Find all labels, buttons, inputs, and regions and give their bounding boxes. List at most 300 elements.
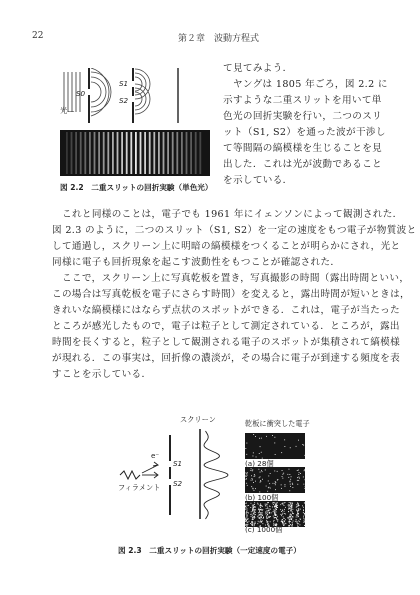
electron-dot — [263, 518, 264, 519]
electron-dot — [289, 517, 290, 518]
electron-dot — [254, 513, 255, 514]
electron-dot — [269, 506, 270, 507]
electron-dot — [246, 454, 247, 455]
electron-dot — [287, 517, 288, 518]
electron-dot — [304, 488, 305, 489]
electron-dot — [291, 476, 292, 477]
interference-fringe — [140, 132, 142, 174]
electron-dot — [298, 526, 299, 527]
electron-dot — [292, 516, 293, 517]
electron-dot — [246, 514, 247, 515]
electron-dot — [245, 520, 246, 521]
interference-fringe — [94, 132, 96, 174]
electron-dot — [282, 476, 283, 477]
electron-dot — [251, 511, 252, 512]
electron-dot — [273, 511, 274, 512]
electron-dot — [298, 514, 299, 515]
electron-dot — [291, 519, 292, 520]
electron-dot — [289, 525, 290, 526]
electron-dot — [246, 472, 247, 473]
electron-dot — [262, 471, 263, 472]
electron-dot — [292, 512, 293, 513]
electron-dot — [299, 478, 300, 479]
electron-dot — [284, 439, 285, 440]
paragraph-line: すことを示している． — [52, 369, 152, 380]
electron-dot — [283, 524, 284, 525]
electron-dot — [269, 483, 270, 484]
electron-dot — [273, 521, 274, 522]
electron-dot — [252, 519, 253, 520]
interference-fringe — [71, 132, 73, 174]
electron-dot — [281, 515, 282, 516]
electron-dot — [297, 516, 298, 517]
electron-dot — [288, 506, 289, 507]
electron-dot — [273, 483, 274, 484]
electron-dot — [261, 517, 262, 518]
electron-dot — [305, 486, 306, 487]
electron-dot — [280, 504, 281, 505]
electron-dot — [260, 509, 261, 510]
electron-dot — [261, 505, 262, 506]
electron-dot — [277, 521, 278, 522]
electron-dot — [275, 483, 276, 484]
s0-label: S0 — [76, 89, 86, 98]
electron-dot — [285, 502, 286, 503]
electron-dot — [289, 502, 290, 503]
electron-dot — [272, 435, 273, 436]
electron-dot — [304, 469, 305, 470]
electron-dot — [298, 520, 299, 521]
electron-dot — [297, 480, 298, 481]
electron-dot — [282, 510, 283, 511]
electron-dot — [265, 505, 266, 506]
side-text — [223, 62, 388, 187]
electron-dot — [259, 518, 260, 519]
electron-dot — [253, 507, 254, 508]
electron-dot — [291, 507, 292, 508]
electron-dot — [284, 446, 285, 447]
interference-fringe — [117, 132, 119, 174]
electron-dot — [289, 469, 290, 470]
electron-dot — [290, 481, 291, 482]
electron-dot — [254, 511, 255, 512]
electron-dot — [252, 510, 253, 511]
electron-dot — [292, 522, 293, 523]
electron-dot — [252, 514, 253, 515]
electron-dot — [251, 521, 252, 522]
electron-dot — [260, 446, 261, 447]
electron-dot — [247, 485, 248, 486]
electron-dot — [245, 506, 246, 507]
electron-dot — [297, 523, 298, 524]
interference-fringe — [144, 132, 146, 174]
electron-dot — [276, 517, 277, 518]
electron-dot — [277, 471, 278, 472]
electron-dot — [266, 515, 267, 516]
electron-dot — [290, 447, 291, 448]
electron-dot — [259, 510, 260, 511]
figure-2-3-caption: 図 2.3 二重スリットの回折実験（一定速度の電子） — [118, 546, 301, 555]
electron-dot — [253, 513, 254, 514]
electron-dot — [290, 517, 291, 518]
electron-dot — [261, 438, 262, 439]
electron-dot — [287, 474, 288, 475]
electron-dot — [258, 504, 259, 505]
electron-dot — [296, 446, 297, 447]
electron-dot — [246, 519, 247, 520]
electron-dot — [266, 511, 267, 512]
electron-dot — [255, 514, 256, 515]
paragraph-line: ところが感光したもので，電子は粒子として測定されている．ところが，露出 — [52, 321, 400, 332]
electron-dot — [275, 484, 276, 485]
plate-label: 乾板に衝突した電子 — [245, 419, 310, 428]
electron-dot — [274, 509, 275, 510]
electron-dot — [297, 510, 298, 511]
electron-dot — [268, 476, 269, 477]
electron-dot — [290, 504, 291, 505]
paragraph-2 — [52, 272, 410, 381]
electron-dot — [289, 519, 290, 520]
electron-dot — [267, 514, 268, 515]
electron-dot — [305, 479, 306, 480]
interference-fringe — [199, 132, 201, 174]
electron-dot — [270, 488, 271, 489]
electron-dot — [253, 452, 254, 453]
page-number: 22 — [32, 31, 44, 41]
electron-dot — [276, 512, 277, 513]
electron-dot — [296, 507, 297, 508]
electron-dot — [304, 525, 305, 526]
electron-dot — [245, 476, 246, 477]
electron-dot — [282, 521, 283, 522]
electron-dot — [304, 522, 305, 523]
interference-fringe — [80, 132, 82, 174]
figure-2-2 — [60, 68, 210, 178]
electron-dot — [247, 475, 248, 476]
electron-dot — [267, 521, 268, 522]
interference-fringe — [126, 132, 128, 174]
electron-dot — [260, 476, 261, 477]
s1-label: S1 — [173, 459, 183, 468]
electron-dot — [259, 453, 260, 454]
side-line: を示している． — [223, 175, 293, 186]
electron-dot — [255, 509, 256, 510]
electron-dot — [285, 507, 286, 508]
electron-dot — [296, 519, 297, 520]
electron-dot — [281, 484, 282, 485]
electron-dot — [282, 510, 283, 511]
electron-dot — [303, 507, 304, 508]
electron-dot — [289, 521, 290, 522]
electron-dot — [277, 507, 278, 508]
electron-dot — [266, 508, 267, 509]
figure-2-3 — [118, 415, 358, 533]
electron-dot — [253, 482, 254, 483]
electron-dot — [261, 514, 262, 515]
electron-dot — [303, 518, 304, 519]
chapter-header: 第２章 波動方程式 — [178, 34, 260, 44]
electron-dot — [247, 505, 248, 506]
electron-dot — [299, 521, 300, 522]
electron-dot — [293, 521, 294, 522]
electron-dot — [297, 512, 298, 513]
electron-dot — [245, 509, 246, 510]
electron-dot — [262, 523, 263, 524]
electron-dot — [292, 503, 293, 504]
side-line: 示すような二重スリットを用いて単 — [223, 95, 382, 106]
electron-dot — [298, 523, 299, 524]
electron-dot — [298, 470, 299, 471]
electron-dot — [305, 513, 306, 514]
electron-dot — [261, 509, 262, 510]
electron-dot — [246, 443, 247, 444]
electron-dot — [290, 484, 291, 485]
electron-dot — [255, 506, 256, 507]
interference-fringe — [112, 132, 114, 174]
electron-dot — [252, 470, 253, 471]
electron-dot — [252, 523, 253, 524]
electron-dot — [282, 513, 283, 514]
interference-fringe — [149, 132, 151, 174]
interference-fringe — [66, 132, 68, 174]
electron-dot — [296, 515, 297, 516]
electron-dot — [274, 471, 275, 472]
electron-dot — [275, 517, 276, 518]
electron-dot — [274, 511, 275, 512]
electron-dot — [276, 507, 277, 508]
electron-dot — [252, 511, 253, 512]
electron-dot — [267, 522, 268, 523]
electron-dot — [296, 517, 297, 518]
electron-dot — [262, 509, 263, 510]
electron-dot — [260, 516, 261, 517]
electron-dot — [246, 473, 247, 474]
electron-dot — [298, 503, 299, 504]
electron-dot — [252, 515, 253, 516]
electron-dot — [255, 436, 256, 437]
electron-dot — [282, 470, 283, 471]
electron-dot — [254, 514, 255, 515]
electron-dot — [249, 521, 250, 522]
interference-fringe — [107, 132, 109, 174]
electron-dot — [275, 505, 276, 506]
electron-dot — [280, 514, 281, 515]
electron-dot — [288, 525, 289, 526]
electron-dot — [281, 452, 282, 453]
electron-dot — [298, 474, 299, 475]
electron-dot — [275, 482, 276, 483]
electron-dot — [252, 506, 253, 507]
electron-dot — [291, 518, 292, 519]
plate-c-label: (c) 1000個 — [245, 525, 283, 534]
electron-dot — [290, 516, 291, 517]
side-line: 出した．これは光が波動であること — [223, 159, 383, 170]
electron-dot — [300, 473, 301, 474]
electron-dot — [254, 510, 255, 511]
electron-dot — [259, 438, 260, 439]
electron-dot — [277, 480, 278, 481]
electron-dot — [254, 490, 255, 491]
electron-dot — [302, 505, 303, 506]
electron-dot — [271, 512, 272, 513]
electron-dot — [291, 503, 292, 504]
paragraph-line: が現れる．この事実は，回折像の濃淡が，その場合に電子が到達する頻度を表 — [52, 353, 401, 364]
electron-dot — [247, 515, 248, 516]
electron-double-slit-diagram — [118, 415, 358, 533]
electron-dot — [298, 509, 299, 510]
electron-dot — [288, 505, 289, 506]
electron-dot — [262, 510, 263, 511]
electron-dot — [277, 519, 278, 520]
electron-dot — [253, 505, 254, 506]
electron-dot — [246, 478, 247, 479]
electron-dot — [304, 455, 305, 456]
electron-dot — [303, 484, 304, 485]
interference-fringe — [176, 132, 178, 174]
electron-dot — [288, 477, 289, 478]
electron-dot — [268, 516, 269, 517]
electron-dot — [255, 523, 256, 524]
electron-dot — [258, 521, 259, 522]
electron-dot — [254, 474, 255, 475]
electron-dot — [265, 504, 266, 505]
electron-dot — [254, 517, 255, 518]
electron-dot — [251, 475, 252, 476]
electron-dot — [259, 515, 260, 516]
electron-dot — [302, 444, 303, 445]
electron-dot — [276, 506, 277, 507]
paragraph-line: して通過し，スクリーン上に明暗の縞模様をつくることが明らかにされ，光と — [52, 241, 401, 252]
electron-dot — [276, 515, 277, 516]
electron-dot — [252, 521, 253, 522]
electron-dot — [303, 509, 304, 510]
electron-dot — [276, 503, 277, 504]
electron-dot — [260, 472, 261, 473]
interference-fringe — [181, 132, 183, 174]
electron-dot — [251, 480, 252, 481]
electron-dot — [255, 507, 256, 508]
electron-dot — [288, 521, 289, 522]
electron-dot — [293, 513, 294, 514]
interference-fringe — [75, 132, 77, 174]
electron-dot — [299, 472, 300, 473]
electron-dot — [260, 503, 261, 504]
electron-dot — [291, 514, 292, 515]
interference-fringe — [153, 132, 155, 174]
electron-dot — [288, 518, 289, 519]
electron-dot — [265, 514, 266, 515]
paragraph-1 — [52, 208, 417, 269]
electron-dot — [284, 503, 285, 504]
electron-dot — [266, 506, 267, 507]
electron-dot — [298, 510, 299, 511]
figure-2-2-caption: 図 2.2 二重スリットの回折実験（単色光） — [60, 183, 213, 192]
electron-dot — [275, 481, 276, 482]
electron-dot — [296, 510, 297, 511]
electron-dot — [275, 489, 276, 490]
electron-dot — [274, 512, 275, 513]
side-line: て見てみよう． — [223, 63, 293, 74]
electron-dot — [277, 519, 278, 520]
electron-dot — [275, 454, 276, 455]
interference-fringe — [158, 132, 160, 174]
electron-dot — [256, 457, 257, 458]
electron-dot — [255, 522, 256, 523]
electron-dot — [246, 512, 247, 513]
electron-dot — [288, 511, 289, 512]
electron-dot — [303, 477, 304, 478]
electron-dot — [253, 456, 254, 457]
plate-a-label: (a) 28個 — [245, 459, 274, 468]
electron-dot — [253, 509, 254, 510]
interference-fringe — [190, 132, 192, 174]
electron-dot — [290, 521, 291, 522]
electron-dot — [282, 503, 283, 504]
electron-dot — [266, 520, 267, 521]
screen-label: スクリーン — [180, 415, 216, 424]
electron-dot — [283, 504, 284, 505]
electron-dot — [297, 503, 298, 504]
paragraph-line: ここで，スクリーン上に写真乾板を置き，写真撮影の時間（露出時間といい， — [62, 273, 410, 284]
electron-dot — [269, 512, 270, 513]
electron-dot — [253, 434, 254, 435]
electron-dot — [259, 509, 260, 510]
electron-dot — [275, 510, 276, 511]
electron-dot — [260, 513, 261, 514]
electron-dot — [297, 515, 298, 516]
interference-fringe — [195, 132, 197, 174]
electron-dot — [283, 516, 284, 517]
electron-dot — [247, 509, 248, 510]
electron-dot — [303, 512, 304, 513]
electron-dot — [267, 507, 268, 508]
electron-dot — [252, 522, 253, 523]
electron-dot — [289, 516, 290, 517]
electron-dot — [283, 473, 284, 474]
electron-dot — [254, 475, 255, 476]
light-label: 光— — [60, 106, 75, 115]
electron-dot — [258, 508, 259, 509]
electron-dot — [270, 509, 271, 510]
electron-dot — [298, 477, 299, 478]
electron-dot — [300, 518, 301, 519]
electron-dot — [253, 504, 254, 505]
electron-dot — [247, 522, 248, 523]
electron-dot — [250, 523, 251, 524]
electron-dot — [246, 511, 247, 512]
electron-dot — [267, 523, 268, 524]
electron-dot — [289, 490, 290, 491]
electron-dot — [282, 519, 283, 520]
electron-dot — [292, 511, 293, 512]
electron-dot — [276, 509, 277, 510]
electron-dot — [267, 512, 268, 513]
s2-label: S2 — [119, 96, 129, 105]
electron-dot — [283, 525, 284, 526]
side-line: 色光の回折実験を行い，二つのスリ — [223, 111, 383, 122]
electron-dot — [265, 512, 266, 513]
electron-dot — [258, 515, 259, 516]
s1-label: S1 — [119, 79, 129, 88]
electron-dot — [261, 521, 262, 522]
interference-fringe — [121, 132, 123, 174]
interference-fringe — [172, 132, 174, 174]
electron-dot — [289, 474, 290, 475]
electron-dot — [290, 486, 291, 487]
electron-dot — [273, 523, 274, 524]
paragraph-line: 図 2.3 のように，二つのスリット（S1, S2）を一定の速度をもつ電子が物質波と — [52, 225, 417, 236]
electron-dot — [260, 482, 261, 483]
